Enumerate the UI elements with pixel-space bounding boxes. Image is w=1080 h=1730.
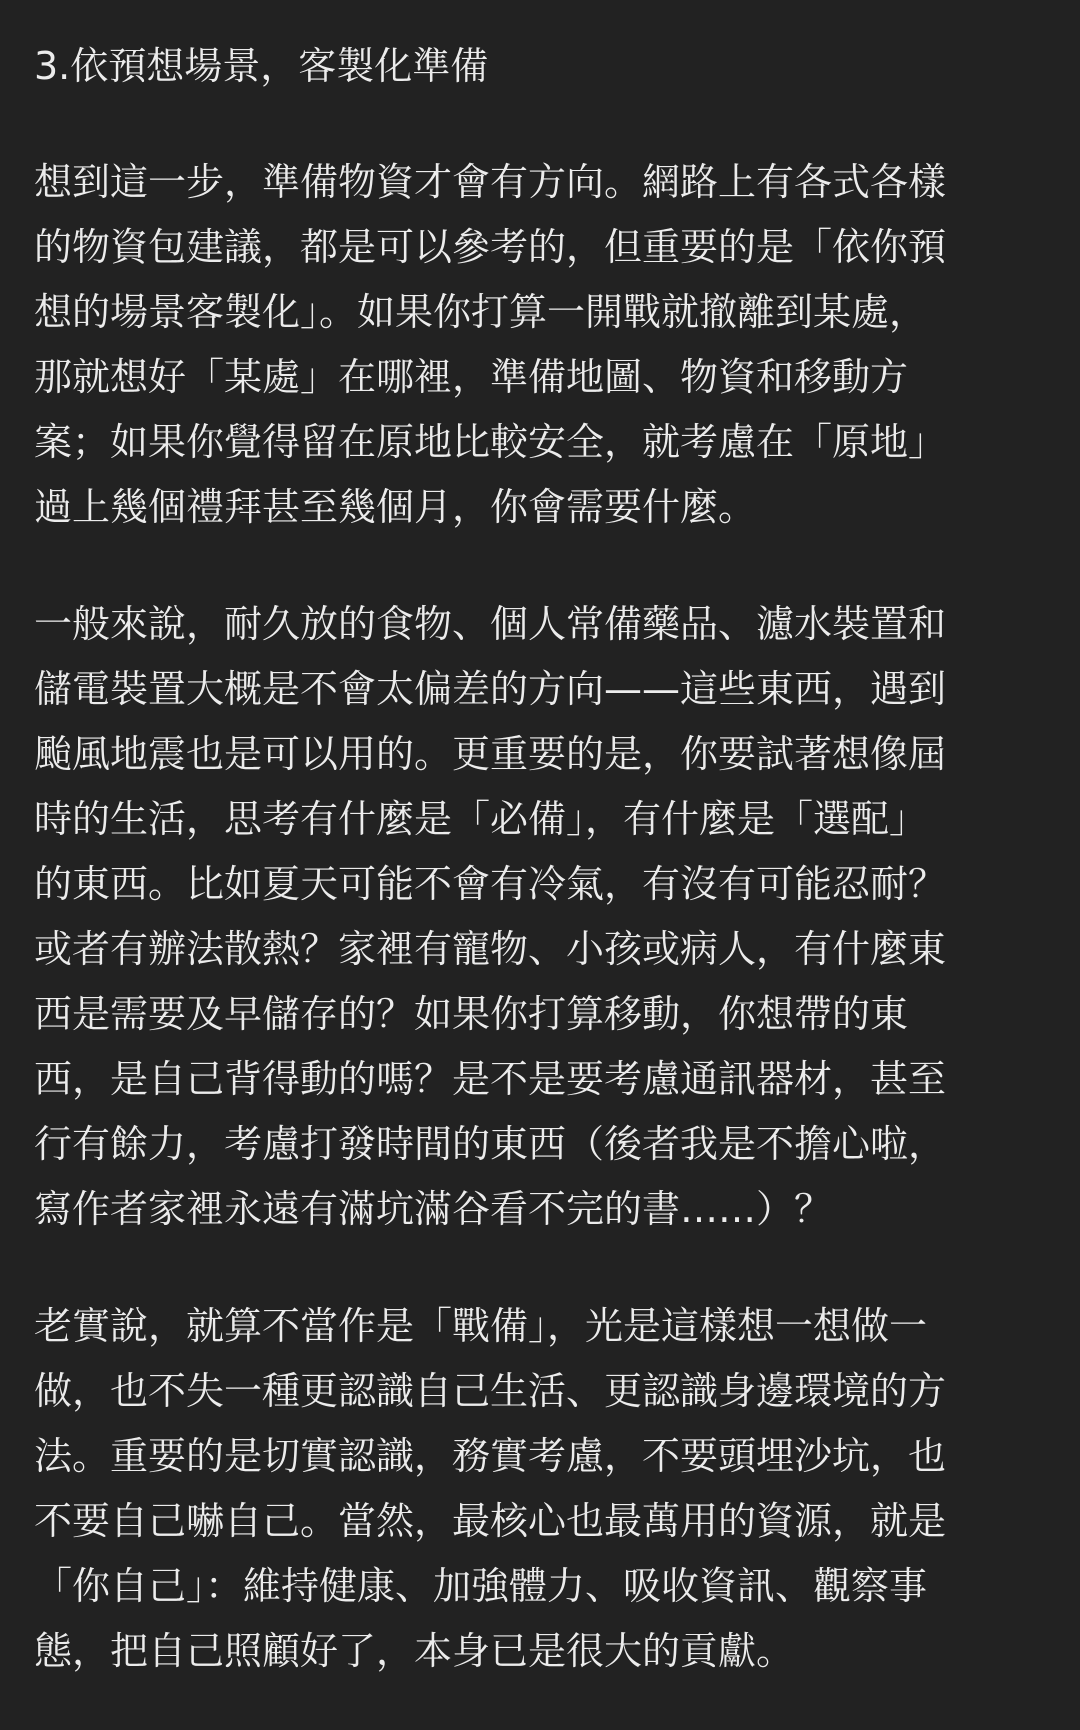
paragraph-line: 想到這一步，準備物資才會有方向。網路上有各式各樣	[34, 160, 947, 204]
paragraph-line: 態，把自己照顧好了，本身已是很大的貢獻。	[34, 1629, 795, 1673]
paragraph-line: 儲電裝置大概是不會太偏差的方向——這些東西，遇到	[34, 667, 947, 711]
paragraph-line: 時的生活，思考有什麼是「必備」，有什麼是「選配」	[34, 797, 928, 841]
paragraph-line: 或者有辦法散熱？家裡有寵物、小孩或病人，有什麼東	[34, 927, 947, 971]
paragraph-line: 颱風地震也是可以用的。更重要的是，你要試著想像屆	[34, 732, 947, 776]
post-body	[34, 34, 1046, 1684]
paragraph-line: 不要自己嚇自己。當然，最核心也最萬用的資源，就是	[34, 1499, 947, 1543]
paragraph-line: 的東西。比如夏天可能不會有冷氣，有沒有可能忍耐？	[34, 862, 947, 906]
paragraph-line: 做，也不失一種更認識自己生活、更認識身邊環境的方	[34, 1369, 947, 1413]
paragraph-line: 行有餘力，考慮打發時間的東西（後者我是不擔心啦，	[34, 1122, 947, 1166]
paragraph-line: 案；如果你覺得留在原地比較安全，就考慮在「原地」	[34, 420, 947, 464]
paragraph-line: 老實說，就算不當作是「戰備」，光是這樣想一想做一	[34, 1304, 928, 1348]
section-heading: 3.依預想場景，客製化準備	[34, 44, 489, 88]
paragraph-line: 的物資包建議，都是可以參考的，但重要的是「依你預	[34, 225, 947, 269]
paragraph-line: 想的場景客製化」。如果你打算一開戰就撤離到某處，	[34, 290, 928, 334]
paragraph-3	[34, 1294, 1046, 1684]
paragraph-2	[34, 592, 1046, 1242]
paragraph-line: 法。重要的是切實認識，務實考慮，不要頭埋沙坑，也	[34, 1434, 947, 1478]
paragraph-line: 過上幾個禮拜甚至幾個月，你會需要什麼。	[34, 485, 757, 529]
paragraph-line: 「你自己」：維持健康、加強體力、吸收資訊、觀察事	[34, 1564, 928, 1608]
paragraph-line: 寫作者家裡永遠有滿坑滿谷看不完的書……）？	[34, 1187, 833, 1231]
paragraph-line: 那就想好「某處」在哪裡，準備地圖、物資和移動方	[34, 355, 909, 399]
paragraph-line: 一般來說，耐久放的食物、個人常備藥品、濾水裝置和	[34, 602, 947, 646]
paragraph-line: 西，是自己背得動的嗎？是不是要考慮通訊器材，甚至	[34, 1057, 947, 1101]
paragraph-line: 西是需要及早儲存的？如果你打算移動，你想帶的東	[34, 992, 909, 1036]
paragraph-1	[34, 150, 1046, 540]
